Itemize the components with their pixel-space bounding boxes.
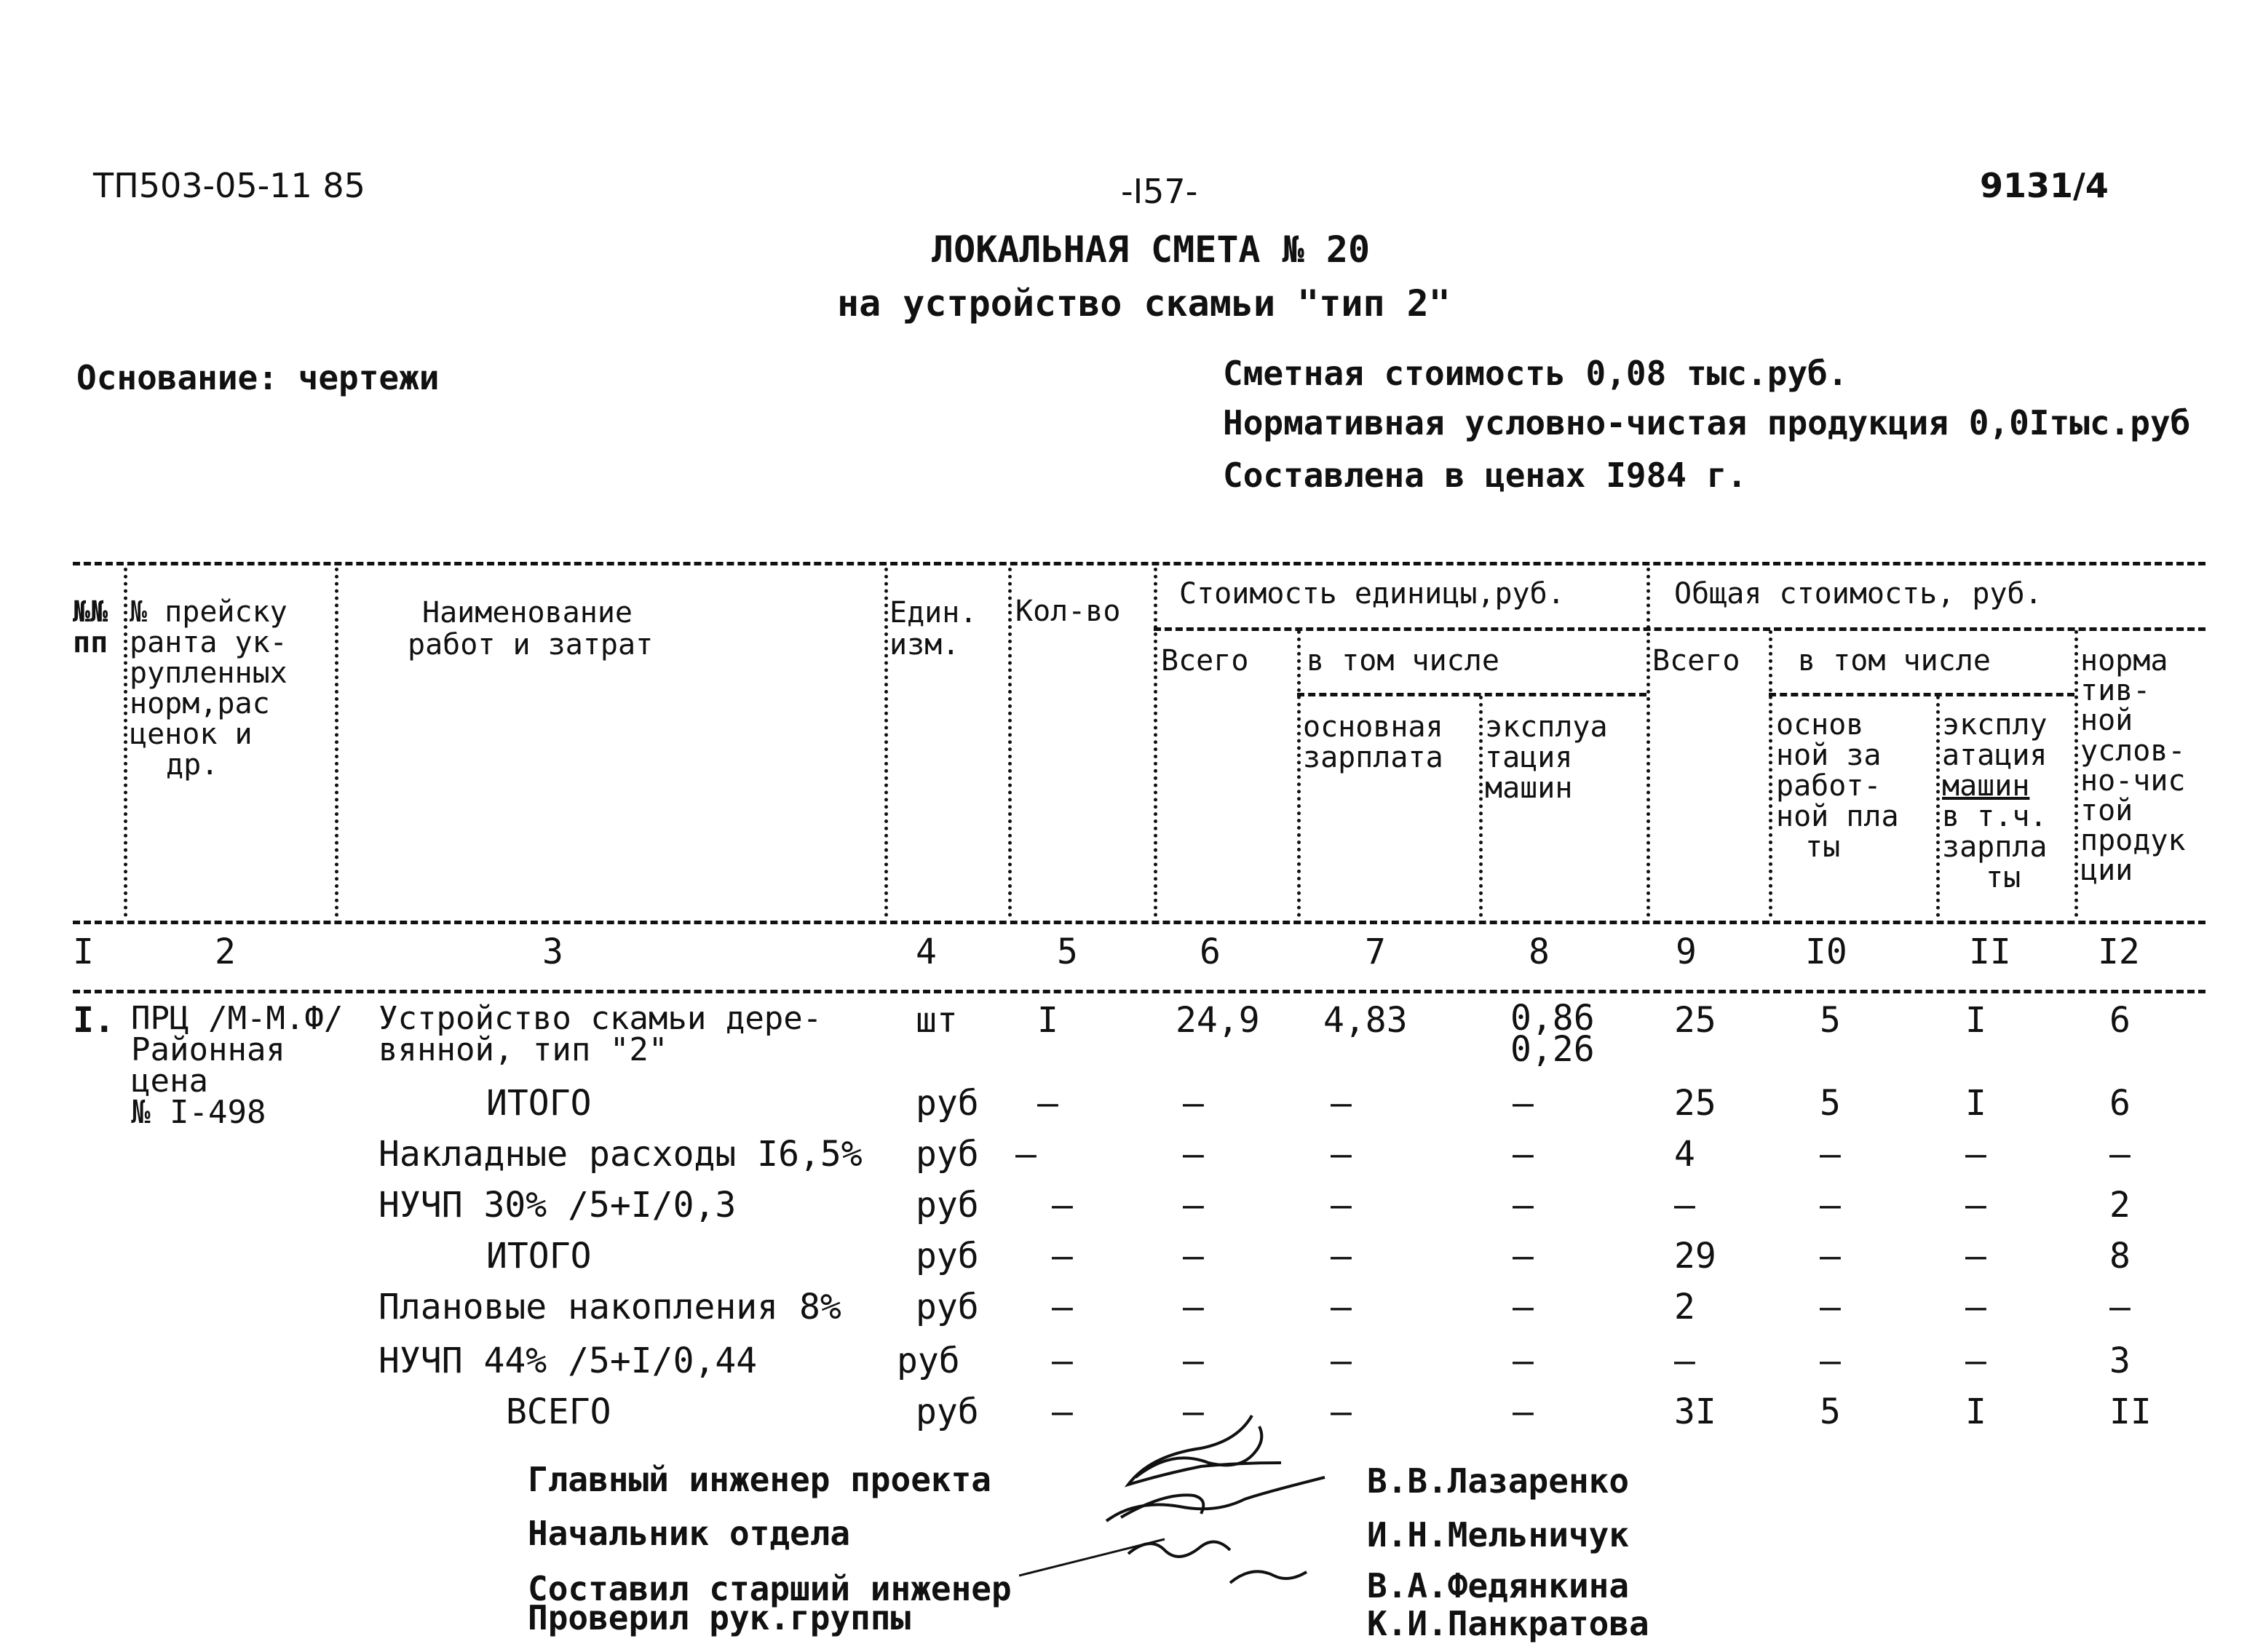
row-2-c10: 5 [1820,1083,1841,1124]
row-2-c7: – [1331,1083,1352,1124]
col-number-3: 3 [542,932,563,972]
incl-sub-rule-a [1297,693,1646,696]
row-4-c7: – [1331,1185,1352,1226]
col-sep-10 [1936,696,1940,917]
head-c10: основ ной за работ- ной пла ты [1776,708,1899,864]
row-3-c11: – [1965,1134,1986,1175]
row-4-c6: – [1183,1185,1204,1226]
signature-role-1: Главный инженер проекта [528,1460,991,1499]
col-sep-4 [1008,568,1012,917]
row-7-c9: – [1674,1341,1695,1381]
row-4-c9: – [1674,1185,1695,1226]
row-2-c12: 6 [2109,1083,2131,1124]
row-8-c4: руб [916,1391,979,1432]
signature-name-4: К.И.Панкратова [1367,1604,1649,1643]
row-6-c11: – [1965,1287,1986,1327]
row-1-c11: I [1965,1000,1986,1041]
head-c9: Всего [1652,644,1740,678]
row-1-c1: I. [73,1000,115,1041]
row-8-c10: 5 [1820,1391,1841,1432]
row-6-c6: – [1183,1287,1204,1327]
table-top-rule [73,562,2205,565]
basis-line: Основание: чертежи [76,358,440,397]
col-sep-2 [335,568,338,917]
col-sep-8 [1646,568,1650,917]
row-5-c11: – [1965,1236,1986,1276]
incl-sub-rule-b [1769,693,2074,696]
head-c12: норма тив- ной услов- но-чис той продук ции [2080,644,2186,888]
head-c10-11: в том числе [1798,644,1991,678]
signature-name-3: В.А.Федянкина [1367,1566,1630,1605]
head-c5: Кол-во [1015,595,1121,628]
row-8-c3: ВСЕГО [506,1391,611,1432]
row-6-c10: – [1820,1287,1841,1327]
summary-normative-product: Нормативная условно-чистая продукция 0,0Iтыс.руб [1223,403,2191,442]
row-8-c12: II [2109,1391,2152,1432]
row-2-c5: – [1037,1083,1058,1124]
col-sep-7 [1479,696,1483,917]
col-number-1: I [73,932,94,972]
row-7-c5: – [1052,1341,1073,1381]
head-unit-cost: Стоимость единицы,руб. [1179,577,1565,611]
row-4-c10: – [1820,1185,1841,1226]
colnum-top-rule [73,921,2205,924]
row-4-c4: руб [916,1185,979,1226]
col-sep-11 [2074,630,2078,917]
row-6-c12: – [2109,1287,2131,1327]
row-8-c7: – [1331,1391,1352,1432]
row-1-c8: 0,86 0,26 [1510,998,1595,1071]
row-3-c8: – [1513,1134,1534,1175]
row-6-c9: 2 [1674,1287,1695,1327]
row-1-c7: 4,83 [1323,1000,1408,1041]
row-8-c11: I [1965,1391,1986,1432]
row-8-c9: 3I [1674,1391,1716,1432]
head-c7: основная зарплата [1303,710,1443,774]
signature-name-2: И.Н.Мельничук [1367,1515,1630,1554]
col-number-4: 4 [916,932,937,972]
row-6-c5: – [1052,1287,1073,1327]
summary-price-year: Составлена в ценах I984 г. [1223,456,1748,495]
row-5-c6: – [1183,1236,1204,1276]
row-1-c10: 5 [1820,1000,1841,1041]
col-number-7: 7 [1365,932,1386,972]
row-6-c7: – [1331,1287,1352,1327]
row-5-c8: – [1513,1236,1534,1276]
page-subtitle: на устройство скамьи "тип 2" [837,282,1451,325]
row-3-c6: – [1183,1134,1204,1175]
row-2-c9: 25 [1674,1083,1716,1124]
row-3-c12: – [2109,1134,2131,1175]
row-7-c3: НУЧП 44% /5+I/0,44 [379,1341,758,1381]
col-number-11: II [1969,932,2011,972]
signature-role-4: Проверил рук.группы [528,1598,911,1637]
row-3-c7: – [1331,1134,1352,1175]
row-1-c5: I [1037,1000,1058,1041]
row-8-c8: – [1513,1391,1534,1432]
signature-role-2: Начальник отдела [528,1514,851,1553]
row-5-c12: 8 [2109,1236,2131,1276]
row-3-c5: – [1015,1134,1037,1175]
signature-name-1: В.В.Лазаренко [1367,1461,1630,1501]
row-1-c6: 24,9 [1176,1000,1260,1041]
row-4-c12: 2 [2109,1185,2131,1226]
summary-estimated-cost: Сметная стоимость 0,08 тыс.руб. [1223,354,1848,393]
row-1-c12: 6 [2109,1000,2131,1041]
row-7-c6: – [1183,1341,1204,1381]
row-7-c10: – [1820,1341,1841,1381]
head-c2: № прейску ранта ук- рупленных норм,рас ценок и др. [130,595,288,782]
row-3-c10: – [1820,1134,1841,1175]
row-1-c9: 25 [1674,1000,1716,1041]
row-8-c6: – [1183,1391,1204,1432]
col-sep-5 [1154,568,1157,917]
row-4-c8: – [1513,1185,1534,1226]
col-number-8: 8 [1529,932,1550,972]
col-sep-3 [884,568,888,917]
row-3-c4: руб [916,1134,979,1175]
head-c11: эксплу атация машин в т.ч. зарпла ты [1942,708,2048,894]
head-c8: эксплуа тация машин [1485,710,1608,805]
row-1-c4: шт [916,1000,958,1041]
row-7-c11: – [1965,1341,1986,1381]
row-5-c10: – [1820,1236,1841,1276]
row-7-c12: 3 [2109,1341,2131,1381]
row-3-c3: Накладные расходы I6,5% [379,1134,863,1175]
row-5-c5: – [1052,1236,1073,1276]
head-total-cost: Общая стоимость, руб. [1674,577,2042,611]
col-sep-1 [124,568,127,917]
head-c3: Наименование работ и затрат [408,596,654,662]
head-c1: №№ пп [73,595,108,659]
row-3-c9: 4 [1674,1134,1695,1175]
row-4-c11: – [1965,1185,1986,1226]
col-number-2: 2 [215,932,236,972]
colnum-bottom-rule [73,990,2205,993]
col-number-12: I2 [2098,932,2140,972]
row-7-c7: – [1331,1341,1352,1381]
row-5-c7: – [1331,1236,1352,1276]
row-7-c8: – [1513,1341,1534,1381]
archive-number: 9131/4 [1980,166,2109,205]
row-8-c5: – [1052,1391,1073,1432]
row-1-c3: Устройство скамьи дере- вянной, тип "2" [379,1000,823,1069]
signature-role-3: Составил старший инженер [528,1569,1012,1608]
row-5-c4: руб [916,1236,979,1276]
row-6-c3: Плановые накопления 8% [379,1287,841,1327]
row-7-c4: руб [897,1341,960,1381]
col-sep-9 [1769,630,1772,917]
row-4-c3: НУЧП 30% /5+I/0,3 [379,1185,737,1226]
head-c4: Един. изм. [889,596,978,662]
row-6-c8: – [1513,1287,1534,1327]
handwritten-signatures [1019,1397,1398,1594]
row-2-c3: ИТОГО [486,1083,592,1124]
doc-code: ТП503-05-11 85 [93,166,365,205]
row-4-c5: – [1052,1185,1073,1226]
row-1-c2: ПРЦ /М-М.Ф/ Районная цена № I-498 [131,1000,344,1132]
col-sep-6 [1297,630,1301,917]
row-5-c3: ИТОГО [486,1236,592,1276]
col-number-10: I0 [1805,932,1847,972]
page-number: -I57- [1121,172,1198,211]
page-title: ЛОКАЛЬНАЯ СМЕТА № 20 [932,229,1371,271]
row-2-c11: I [1965,1083,1986,1124]
row-5-c9: 29 [1674,1236,1716,1276]
col-number-6: 6 [1200,932,1221,972]
unit-cost-sub-rule [1154,627,2205,631]
row-2-c6: – [1183,1083,1204,1124]
row-2-c8: – [1513,1083,1534,1124]
head-c6: Всего [1161,644,1249,678]
head-c7-8: в том числе [1307,644,1499,678]
col-number-5: 5 [1057,932,1078,972]
col-number-9: 9 [1676,932,1697,972]
row-6-c4: руб [916,1287,979,1327]
row-2-c4: руб [916,1083,979,1124]
